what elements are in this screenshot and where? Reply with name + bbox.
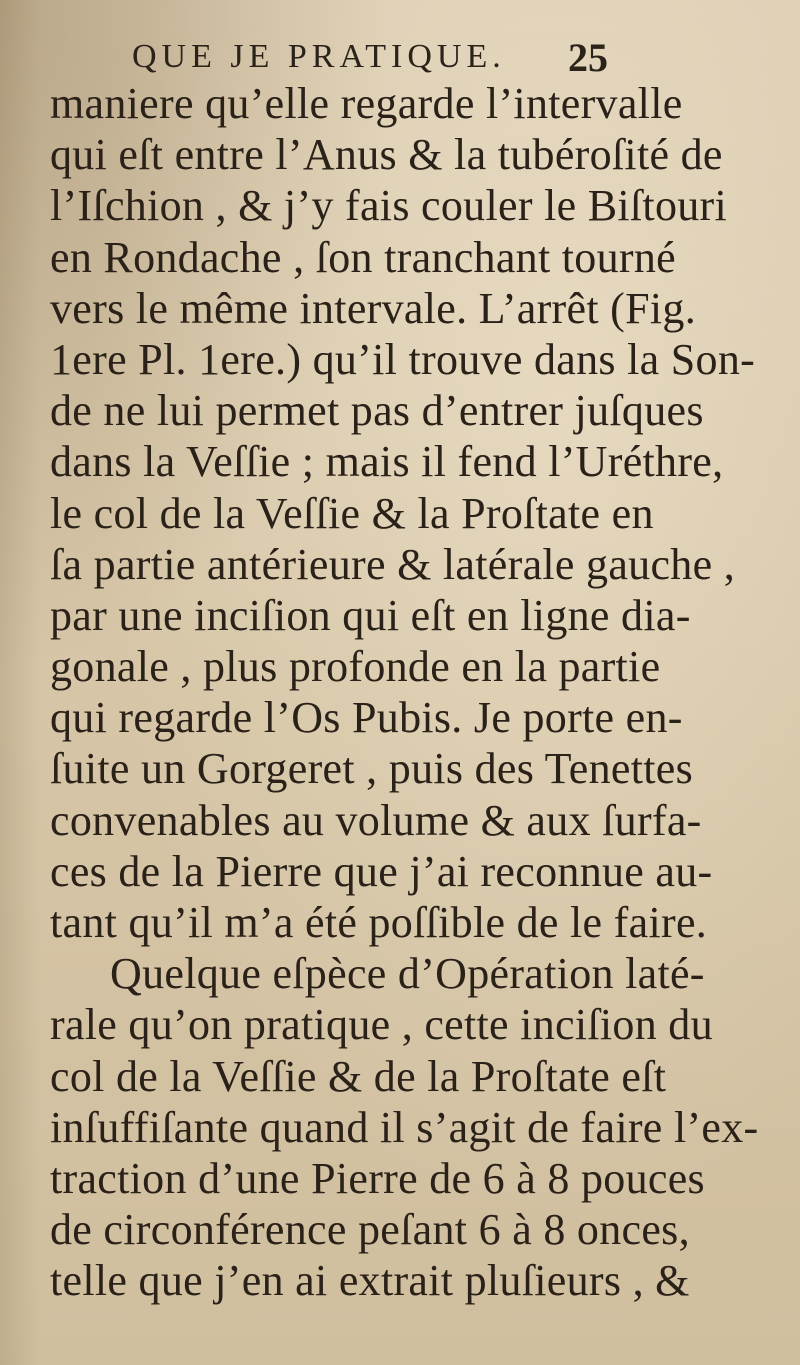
text-line: de circonférence peſant 6 à 8 onces, xyxy=(50,1205,690,1255)
text-line: dans la Veſſie ; mais il fend l’Uréthre, xyxy=(50,437,724,487)
text-line: 1ere Pl. 1ere.) qu’il trouve dans la Son- xyxy=(50,334,756,384)
text-line: vers le même intervale. L’arrêt (Fig. xyxy=(50,283,697,333)
text-line: telle que j’en ai extrait pluſieurs , & xyxy=(50,1256,690,1306)
text-line: ces de la Pierre que j’ai reconnue au- xyxy=(50,846,713,896)
text-line: l’Iſchion , & j’y fais couler le Biſtouri xyxy=(50,181,728,231)
text-line: convenables au volume & aux ſurfa- xyxy=(50,795,702,845)
text-line: tant qu’il m’a été poſſible de le faire. xyxy=(50,898,708,947)
text-line: le col de la Veſſie & la Proſtate en xyxy=(50,488,654,538)
text-line: par une inciſion qui eſt en ligne dia- xyxy=(50,590,691,640)
text-line: traction d’une Pierre de 6 à 8 pouces xyxy=(50,1153,705,1203)
page-number: 25 xyxy=(568,35,608,80)
text-line: qui regarde l’Os Pubis. Je porte en- xyxy=(50,693,683,743)
text-line: col de la Veſſie & de la Proſtate eſt xyxy=(50,1051,667,1101)
text-line: inſuffiſante quand il s’agit de faire l’ex- xyxy=(50,1102,759,1152)
text-line: ſuite un Gorgeret , puis des Tenettes xyxy=(50,744,694,794)
paragraph-start-line: Quelque eſpèce d’Opération laté- xyxy=(110,949,705,999)
body-text xyxy=(50,78,790,1307)
text-line: de ne lui permet pas d’entrer juſques xyxy=(50,386,704,436)
text-line: qui eſt entre l’Anus & la tubéroſité de xyxy=(50,130,723,180)
text-line: ſa partie antérieure & latérale gauche , xyxy=(50,539,736,589)
text-line: maniere qu’elle regarde l’intervalle xyxy=(50,79,683,128)
text-line: rale qu’on pratique , cette inciſion du xyxy=(50,1000,713,1050)
text-line: gonale , plus profonde en la partie xyxy=(50,642,661,692)
running-title: QUE JE PRATIQUE. xyxy=(132,38,506,75)
text-line: en Rondache , ſon tranchant tourné xyxy=(50,232,676,282)
